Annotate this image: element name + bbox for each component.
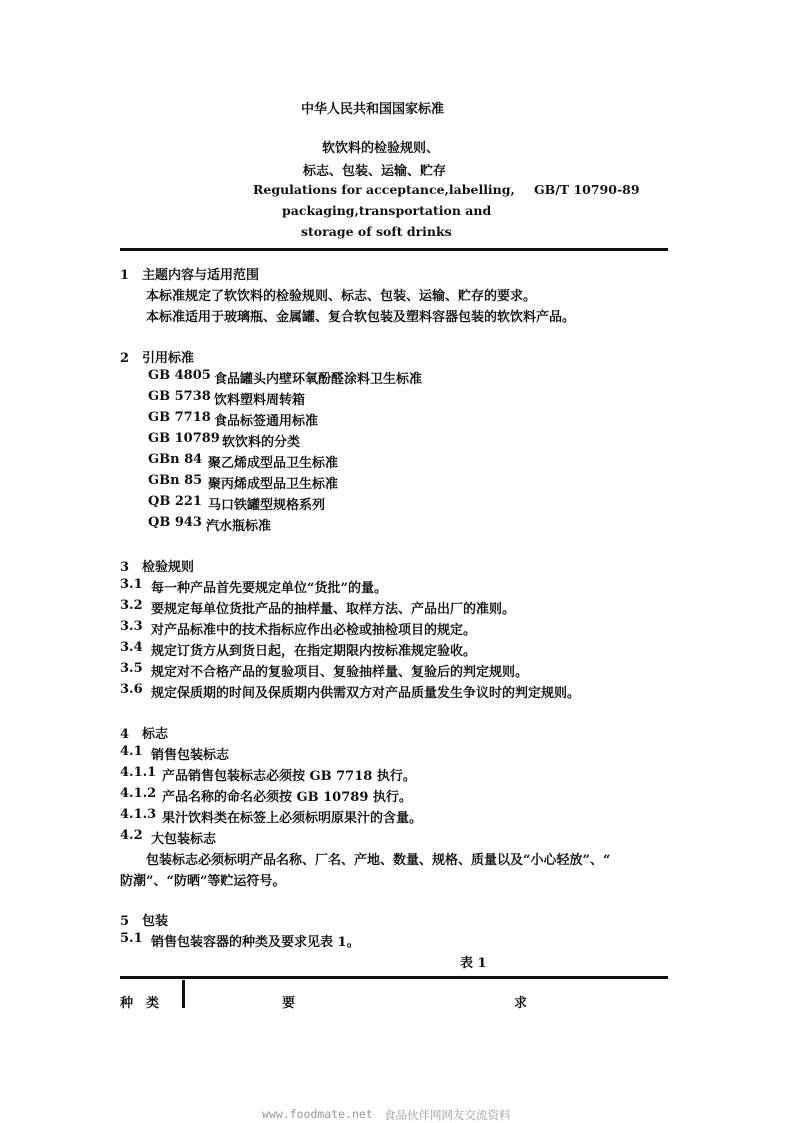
section-2-heading: 2 引用标准 (120, 351, 195, 366)
clause-text: 销售包装标志 (151, 748, 230, 763)
section-5-heading: 5 包装 (120, 914, 169, 929)
english-title-line-2: packaging,transportation and (282, 203, 492, 218)
clause-number: 4.2 (120, 828, 143, 843)
clause-text: 果汁饮料类在标签上必须标明原果汁的含量。 (162, 811, 423, 826)
reference-title: 食品标签通用标准 (214, 414, 319, 429)
clause-number: 3.1 (120, 577, 143, 592)
reference-code: GBn 85 (148, 473, 203, 488)
clause-number: 4.1.3 (120, 807, 157, 822)
clause-number: 3.4 (120, 640, 143, 655)
title-line-2: 标志、包装、运输、贮存 (303, 164, 447, 179)
clause-text: 大包装标志 (151, 832, 217, 847)
clause-text: 规定保质期的时间及保质期内供需双方对产品质量发生争议时的判定规则。 (151, 686, 581, 701)
english-title-line-1: Regulations for acceptance,labelling, (253, 182, 515, 197)
clause-text: 每一种产品首先要规定单位“货批”的量。 (151, 581, 387, 596)
section-1-paragraph-1: 本标准规定了软饮料的检验规则、标志、包装、运输、贮存的要求。 (146, 289, 537, 304)
section-4-2-paragraph-line-1: 包装标志必须标明产品名称、厂名、产地、数量、规格、质量以及“小心轻放”、“ (146, 853, 611, 868)
clause-text: 规定对不合格产品的复验项目、复验抽样量、复验后的判定规则。 (151, 665, 529, 680)
section-3-heading: 3 检验规则 (120, 560, 195, 575)
clause-text: 规定订货方从到货日起，在指定期限内按标准规定验收。 (151, 644, 477, 659)
table-header-requirement: 求 (514, 996, 528, 1011)
reference-title: 饮料塑料周转箱 (214, 393, 306, 408)
reference-code: QB 943 (148, 515, 202, 530)
reference-code: GB 7718 (148, 410, 211, 425)
standard-number: GB/T 10790-89 (534, 182, 640, 197)
reference-code: GB 5738 (148, 389, 211, 404)
clause-number: 5.1 (120, 931, 143, 946)
watermark-text: 食品伙伴网网友交流资料 (384, 1108, 511, 1122)
watermark-url: www.foodmate.net (262, 1107, 373, 1121)
clause-number: 3.2 (120, 598, 143, 613)
reference-title: 食品罐头内壁环氧酚醛涂料卫生标准 (214, 372, 423, 387)
reference-title: 软饮料的分类 (222, 435, 301, 450)
clause-number: 3.3 (120, 619, 143, 634)
section-1-paragraph-2: 本标准适用于玻璃瓶、金属罐、复合软包装及塑料容器包装的软饮料产品。 (146, 310, 576, 325)
table-header-requirement: 要 (282, 996, 296, 1011)
national-standard-label: 中华人民共和国国家标准 (301, 102, 445, 117)
clause-number: 4.1.2 (120, 786, 157, 801)
reference-title: 聚丙烯成型品卫生标准 (208, 477, 339, 492)
table-column-divider (182, 980, 185, 1008)
reference-title: 马口铁罐型规格系列 (208, 498, 326, 513)
section-4-heading: 4 标志 (120, 727, 169, 742)
table-top-rule (120, 976, 668, 979)
clause-text: 产品销售包装标志必须按 GB 7718 执行。 (162, 769, 416, 784)
clause-text: 产品名称的命名必须按 GB 10789 执行。 (162, 790, 412, 805)
reference-code: GBn 84 (148, 452, 203, 467)
clause-number: 4.1.1 (120, 765, 157, 780)
clause-number: 3.5 (120, 661, 143, 676)
reference-title: 汽水瓶标准 (206, 519, 272, 534)
clause-text: 对产品标准中的技术指标应作出必检或抽检项目的规定。 (151, 623, 477, 638)
reference-title: 聚乙烯成型品卫生标准 (208, 456, 339, 471)
clause-text: 要规定每单位货批产品的抽样量、取样方法、产品出厂的准则。 (151, 602, 516, 617)
header-divider (120, 248, 668, 251)
reference-code: GB 10789 (148, 431, 220, 446)
table-caption: 表 1 (460, 956, 487, 971)
clause-number: 3.6 (120, 682, 143, 697)
table-header-type: 种 类 (120, 996, 160, 1011)
clause-text: 销售包装容器的种类及要求见表 1。 (151, 935, 360, 950)
reference-code: QB 221 (148, 494, 202, 509)
section-1-heading: 1 主题内容与适用范围 (120, 268, 260, 283)
title-line-1: 软饮料的检验规则、 (322, 141, 440, 156)
english-title-line-3: storage of soft drinks (301, 224, 452, 239)
section-4-2-paragraph-line-2: 防潮”、“防晒”等贮运符号。 (120, 874, 286, 889)
reference-code: GB 4805 (148, 368, 211, 383)
clause-number: 4.1 (120, 744, 143, 759)
